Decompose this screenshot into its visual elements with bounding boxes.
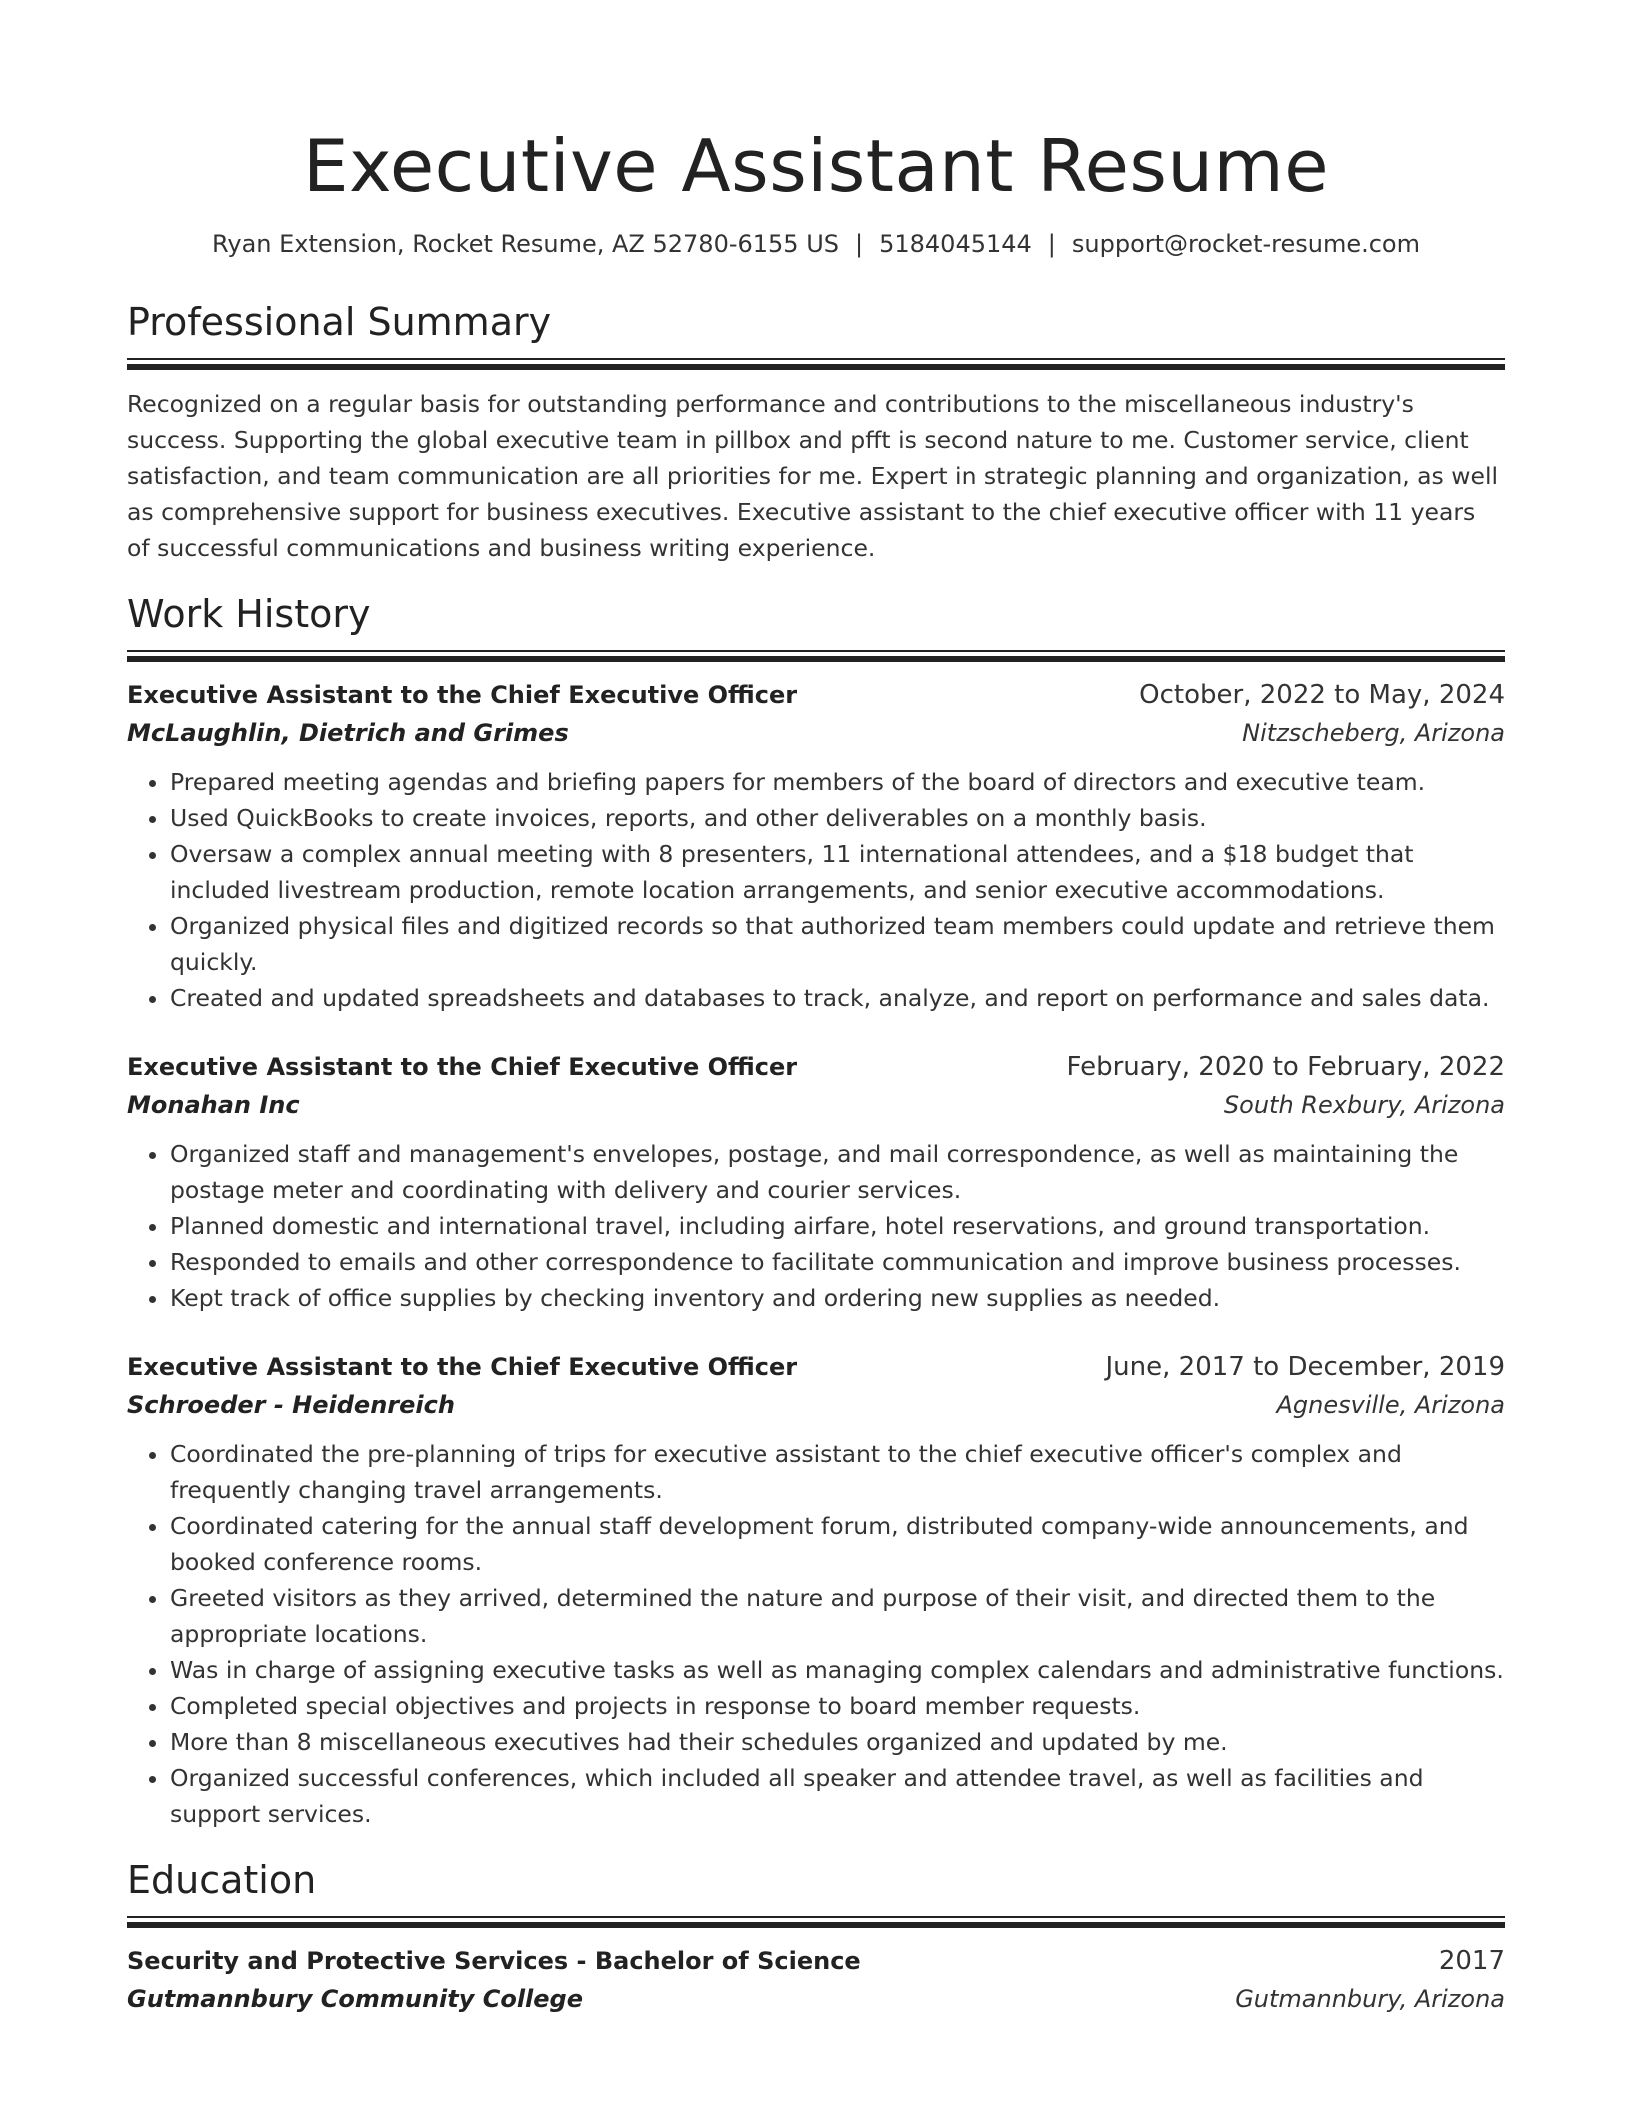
job-bullets [127, 1136, 1505, 1316]
job-company: McLaughlin, Dietrich and Grimes [127, 719, 569, 747]
job-bullet: • Planned domestic and international travel, including airfare, hotel reservations, and ground transportation. [170, 1208, 1505, 1244]
resume-title: Executive Assistant Resume [303, 124, 1329, 208]
job-bullet: • Organized successful conferences, which included all speaker and attendee travel, as well as facilities and support services. [170, 1760, 1505, 1832]
summary-heading: Professional Summary [127, 300, 552, 344]
job-bullet: • Coordinated catering for the annual staff development forum, distributed company-wide announcements, and booked conference rooms. [170, 1508, 1505, 1580]
job-bullet: • Prepared meeting agendas and briefing papers for members of the board of directors and executive team. [170, 764, 1505, 800]
education-degree: Security and Protective Services - Bachelor of Science [127, 1947, 861, 1975]
job-dates: October, 2022 to May, 2024 [1139, 680, 1505, 710]
job-bullet: • Kept track of office supplies by checking inventory and ordering new supplies as needed. [170, 1280, 1505, 1316]
job-header-row [127, 1348, 1505, 1386]
job-location: Nitzscheberg, Arizona [1242, 719, 1505, 747]
job-bullet: • Organized physical files and digitized records so that authorized team members could update and retrieve them quickly. [170, 908, 1505, 980]
contact-email: support@rocket-resume.com [1071, 230, 1420, 258]
job-location: Agnesville, Arizona [1276, 1391, 1505, 1419]
job-bullets [127, 764, 1505, 1016]
education-school-row [127, 1980, 1505, 2018]
job-bullet: • Was in charge of assigning executive tasks as well as managing complex calendars and administrative functions. [170, 1652, 1505, 1688]
job-company: Monahan Inc [127, 1091, 300, 1119]
education-location: Gutmannbury, Arizona [1235, 1985, 1505, 2013]
job-title: Executive Assistant to the Chief Executive Officer [127, 1353, 798, 1381]
job-entry [127, 1048, 1505, 1316]
work-history-section [127, 590, 1505, 1832]
section-divider [127, 650, 1505, 662]
education-header-row [127, 1942, 1505, 1980]
job-header-row [127, 1048, 1505, 1086]
job-bullet: • Used QuickBooks to create invoices, reports, and other deliverables on a monthly basis. [170, 800, 1505, 836]
job-dates: February, 2020 to February, 2022 [1066, 1052, 1505, 1082]
job-company-row [127, 1386, 1505, 1424]
job-dates: June, 2017 to December, 2019 [1105, 1352, 1505, 1382]
education-school: Gutmannbury Community College [127, 1985, 584, 2013]
education-heading: Education [127, 1858, 317, 1902]
job-bullet: • Greeted visitors as they arrived, determined the nature and purpose of their visit, and directed them to the appropriate locations. [170, 1580, 1505, 1652]
summary-section [127, 298, 1505, 566]
job-entry [127, 1348, 1505, 1832]
contact-phone: 5184045144 [879, 230, 1032, 258]
contact-separator: | [1047, 230, 1056, 258]
job-bullet: • More than 8 miscellaneous executives had their schedules organized and updated by me. [170, 1724, 1505, 1760]
job-bullet: • Coordinated the pre-planning of trips for executive assistant to the chief executive officer's complex and frequently changing travel arrangements. [170, 1436, 1505, 1508]
job-title: Executive Assistant to the Chief Executive Officer [127, 1053, 798, 1081]
education-entry [127, 1942, 1505, 2018]
job-bullet: • Created and updated spreadsheets and databases to track, analyze, and report on performance and sales data. [170, 980, 1505, 1016]
job-company-row [127, 1086, 1505, 1124]
job-bullets [127, 1436, 1505, 1832]
summary-text: Recognized on a regular basis for outstanding performance and contributions to the miscellaneous industry's success. Supporting the global executive team in pillbox and pfft is second nature to me. Customer service, client satisfaction, and team communication are all priorities for me. Expert in strategic planning and organization, as well as comprehensive support for business executives. Executive assistant to the chief executive officer with 11 years of successful communications and business writing experience. [127, 390, 1498, 562]
contact-line [127, 228, 1505, 260]
section-divider [127, 358, 1505, 370]
job-header-row [127, 676, 1505, 714]
job-location: South Rexbury, Arizona [1223, 1091, 1505, 1119]
education-year: 2017 [1438, 1946, 1505, 1976]
job-bullet: • Oversaw a complex annual meeting with 8 presenters, 11 international attendees, and a $18 budget that included livestream production, remote location arrangements, and senior executive accommodations. [170, 836, 1505, 908]
job-company-row [127, 714, 1505, 752]
job-entry [127, 676, 1505, 1016]
job-title: Executive Assistant to the Chief Executive Officer [127, 681, 798, 709]
section-divider [127, 1916, 1505, 1928]
job-bullet: • Organized staff and management's envelopes, postage, and mail correspondence, as well as maintaining the postage meter and coordinating with delivery and courier services. [170, 1136, 1505, 1208]
education-section [127, 1856, 1505, 2018]
contact-address: Ryan Extension, Rocket Resume, AZ 52780-6155 US [212, 230, 839, 258]
job-bullet: • Completed special objectives and projects in response to board member requests. [170, 1688, 1505, 1724]
job-company: Schroeder - Heidenreich [127, 1391, 455, 1419]
contact-separator: | [855, 230, 864, 258]
job-bullet: • Responded to emails and other correspondence to facilitate communication and improve business processes. [170, 1244, 1505, 1280]
work-history-heading: Work History [127, 592, 371, 636]
